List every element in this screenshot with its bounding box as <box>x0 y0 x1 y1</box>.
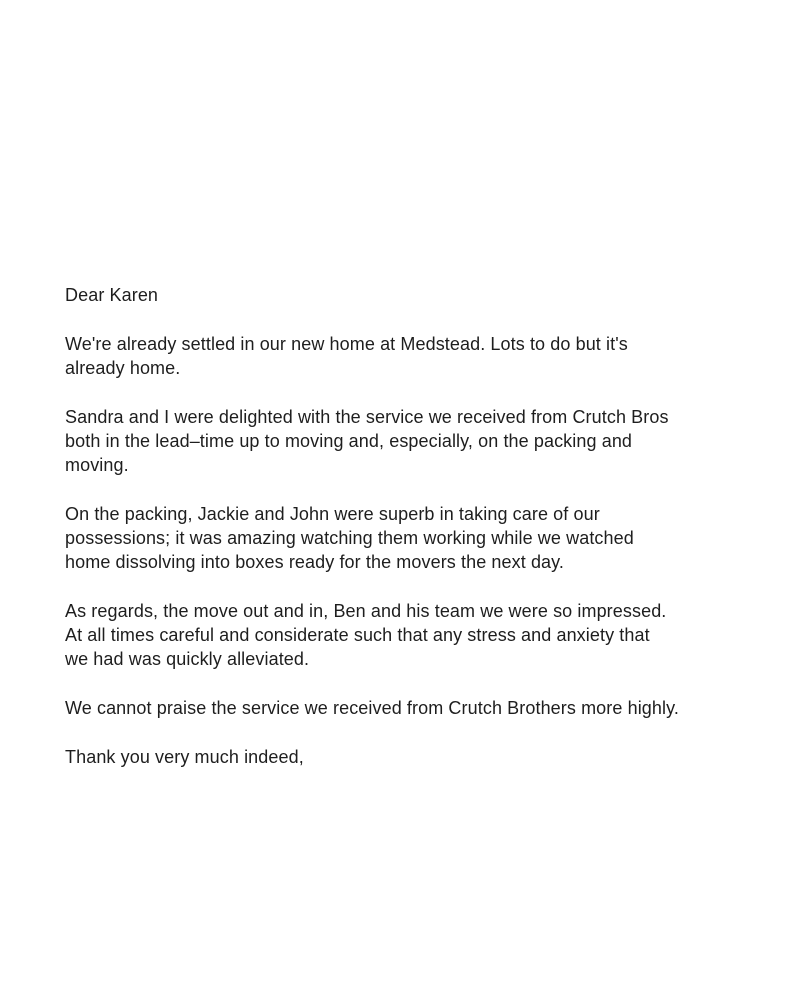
paragraph <box>65 332 742 380</box>
letter-line: possessions; it was amazing watching them working while we watched <box>65 528 634 548</box>
letter-line: On the packing, Jackie and John were superb in taking care of our <box>65 504 600 524</box>
paragraph <box>65 696 742 720</box>
letter-line: We're already settled in our new home at Medstead. Lots to do but it's <box>65 334 628 354</box>
closing-block <box>65 745 742 769</box>
paragraph <box>65 599 742 671</box>
letter-line: At all times careful and considerate such that any stress and anxiety that <box>65 625 650 645</box>
letter-line: We cannot praise the service we received from Crutch Brothers more highly. <box>65 698 679 718</box>
closing: Thank you very much indeed, <box>65 747 304 767</box>
paragraph <box>65 405 742 477</box>
salutation: Dear Karen <box>65 285 159 305</box>
letter-line: moving. <box>65 455 129 475</box>
letter-line: As regards, the move out and in, Ben and his team we were so impressed. <box>65 601 667 621</box>
letter-line: home dissolving into boxes ready for the movers the next day. <box>65 552 565 572</box>
salutation-block <box>65 283 742 307</box>
letter-line: Sandra and I were delighted with the service we received from Crutch Bros <box>65 407 669 427</box>
paragraph <box>65 502 742 574</box>
letter-line: already home. <box>65 358 181 378</box>
letter-line: we had was quickly alleviated. <box>65 649 310 669</box>
letter-line: both in the lead–time up to moving and, especially, on the packing and <box>65 431 633 451</box>
